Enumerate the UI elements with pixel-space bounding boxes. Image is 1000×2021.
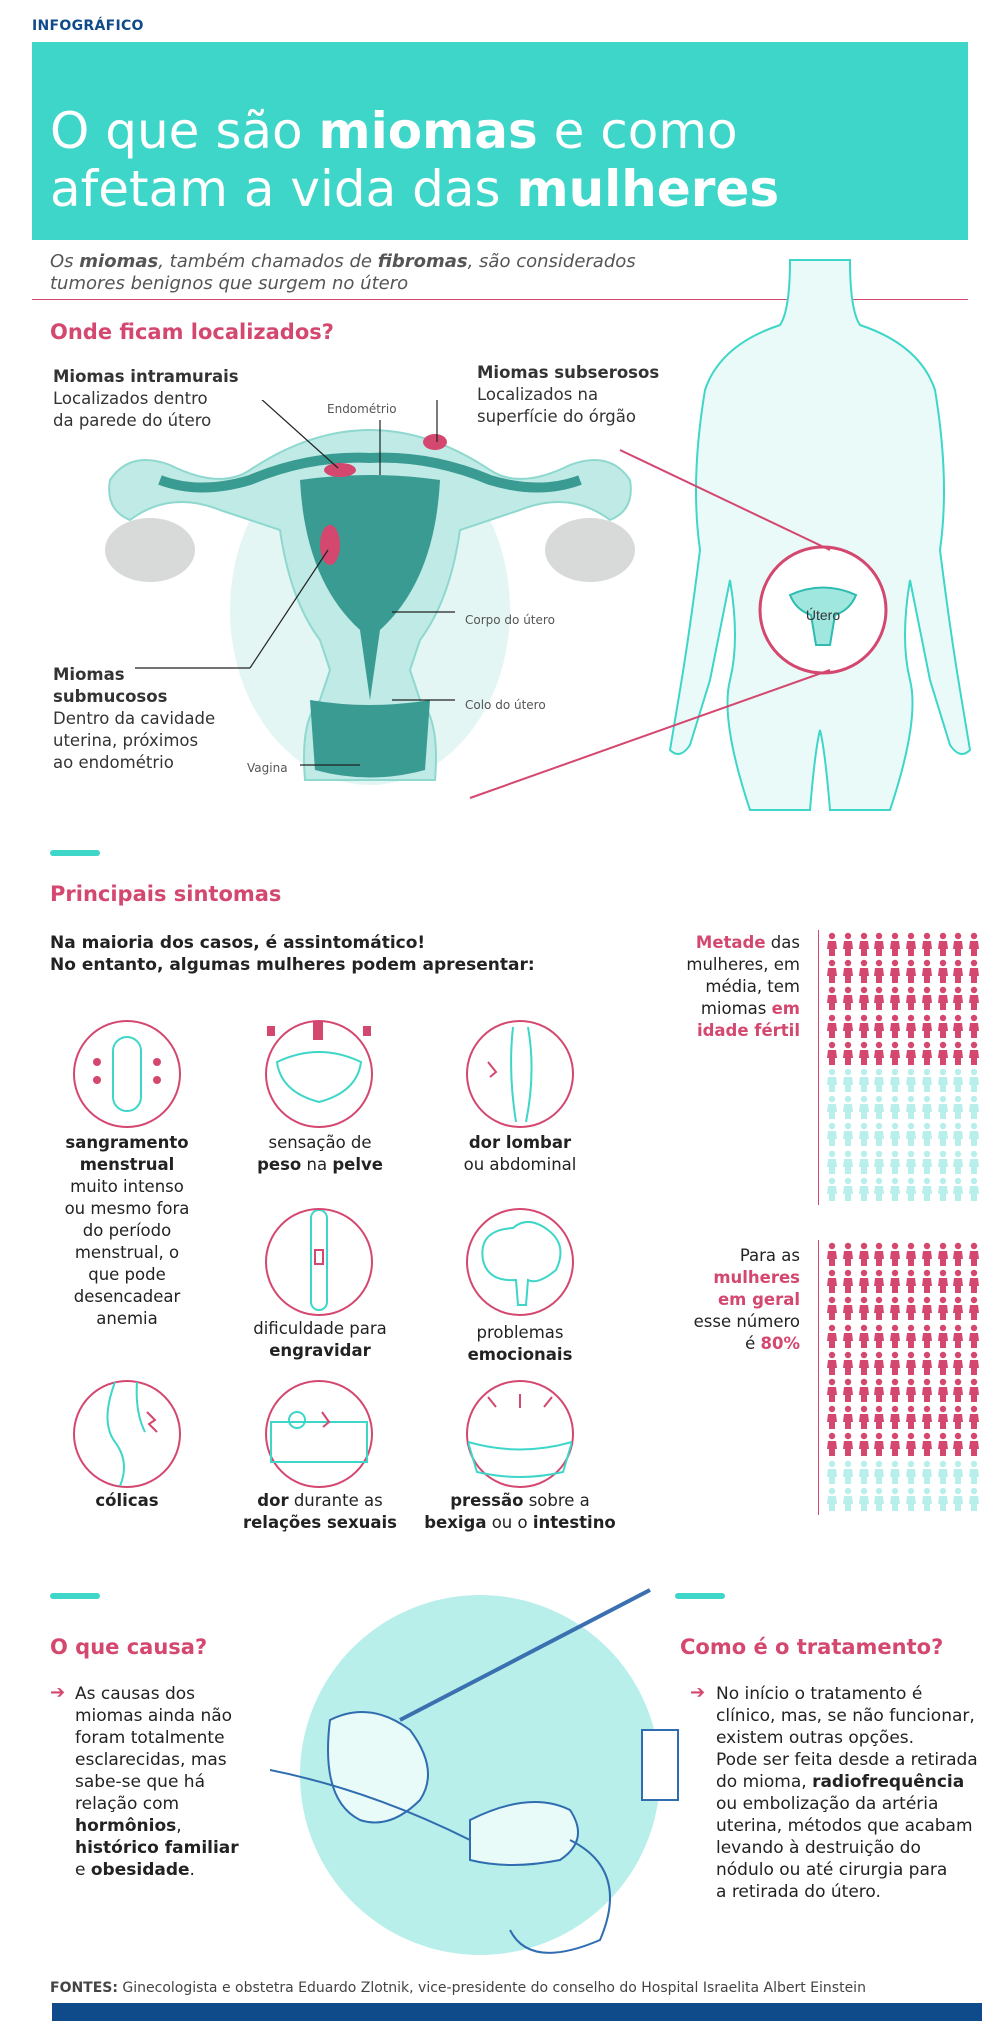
back-pain-icon: [466, 1020, 574, 1128]
person-icon-filled: [905, 932, 917, 956]
person-icon-empty: [968, 1460, 980, 1484]
person-icon-filled: [937, 1041, 949, 1065]
stat-metade: Metade das mulheres, em média, tem miomas em idade fértil: [686, 933, 800, 1040]
person-icon-filled: [873, 1432, 885, 1456]
page-title: O que são miomas e como afetam a vida das mulheres: [50, 102, 780, 218]
arrow-icon: ➔: [690, 1682, 706, 1703]
person-icon-empty: [968, 1068, 980, 1092]
person-icon-empty: [858, 1095, 870, 1119]
person-icon-empty: [889, 1068, 901, 1092]
arrow-icon: ➔: [50, 1682, 66, 1703]
person-icon-filled: [826, 1378, 838, 1402]
person-icon-filled: [842, 1378, 854, 1402]
person-icon-filled: [873, 1014, 885, 1038]
person-icon-filled: [889, 1269, 901, 1293]
person-icon-filled: [842, 1041, 854, 1065]
person-icon-filled: [889, 1432, 901, 1456]
person-icon-filled: [826, 1269, 838, 1293]
person-icon-empty: [921, 1122, 933, 1146]
person-icon-filled: [858, 1296, 870, 1320]
stat-divider: [818, 930, 819, 1205]
person-icon-empty: [826, 1095, 838, 1119]
person-icon-filled: [858, 1432, 870, 1456]
person-icon-filled: [921, 1014, 933, 1038]
person-icon-filled: [889, 932, 901, 956]
person-icon-filled: [905, 1351, 917, 1375]
person-icon-empty: [889, 1487, 901, 1511]
intramurais-callout: Miomas intramurais Localizados dentro da parede do útero: [53, 367, 239, 430]
person-icon-empty: [889, 1095, 901, 1119]
person-icon-empty: [858, 1177, 870, 1201]
person-icon-empty: [905, 1122, 917, 1146]
person-icon-empty: [937, 1068, 949, 1092]
person-icon-empty: [858, 1150, 870, 1174]
person-icon-filled: [889, 1041, 901, 1065]
person-icon-filled: [921, 1041, 933, 1065]
person-icon-empty: [905, 1460, 917, 1484]
vagina-label: Vagina: [247, 761, 288, 775]
person-icon-empty: [826, 1487, 838, 1511]
person-icon-empty: [858, 1068, 870, 1092]
person-icon-filled: [842, 1014, 854, 1038]
person-icon-empty: [921, 1095, 933, 1119]
person-icon-filled: [842, 986, 854, 1010]
person-icon-filled: [873, 932, 885, 956]
endometrio-label: Endométrio: [327, 402, 397, 416]
person-icon-filled: [952, 932, 964, 956]
person-icon-filled: [968, 1296, 980, 1320]
person-icon-empty: [937, 1095, 949, 1119]
person-icon-filled: [937, 1351, 949, 1375]
person-icon-filled: [826, 959, 838, 983]
treatment-text: No início o tratamento é clínico, mas, se não funcionar, existem outras opções. Pode ser feita desde a retirada do mioma, radiofrequência ou embolização da artéria uterina, métodos que acabam levando à destruição do nódulo ou até cirurgia para a retirada do útero.: [716, 1684, 978, 1902]
person-icon-filled: [952, 1378, 964, 1402]
person-icon-empty: [968, 1487, 980, 1511]
person-icon-filled: [889, 1324, 901, 1348]
person-icon-filled: [905, 959, 917, 983]
people-grid-geral: [826, 1242, 984, 1514]
person-icon-filled: [968, 986, 980, 1010]
section-accent: [50, 1593, 100, 1599]
person-icon-empty: [905, 1487, 917, 1511]
person-icon-filled: [873, 1269, 885, 1293]
person-icon-filled: [968, 1324, 980, 1348]
person-icon-empty: [873, 1487, 885, 1511]
corpo-label: Corpo do útero: [465, 613, 555, 627]
person-icon-filled: [905, 1269, 917, 1293]
person-icon-empty: [921, 1177, 933, 1201]
person-icon-filled: [858, 1351, 870, 1375]
stat-geral: Para as mulheres em geral esse número é 80%: [693, 1246, 800, 1353]
cause-heading: O que causa?: [50, 1635, 208, 1659]
person-icon-filled: [921, 1242, 933, 1266]
subserosos-callout: Miomas subserosos Localizados na superfície do órgão: [477, 363, 660, 426]
person-icon-filled: [842, 1324, 854, 1348]
treatment-illustration: [270, 1570, 690, 1960]
person-icon-filled: [826, 1405, 838, 1429]
symptom-dor-relacoes: dor durante as relações sexuais: [242, 1491, 397, 1532]
infographic-tag: INFOGRÁFICO: [32, 18, 144, 34]
person-icon-empty: [858, 1460, 870, 1484]
person-icon-filled: [921, 959, 933, 983]
person-icon-filled: [905, 1014, 917, 1038]
person-icon-filled: [952, 1041, 964, 1065]
person-icon-empty: [952, 1487, 964, 1511]
person-icon-filled: [905, 986, 917, 1010]
person-icon-filled: [842, 932, 854, 956]
person-icon-empty: [826, 1460, 838, 1484]
person-icon-filled: [921, 1405, 933, 1429]
person-icon-empty: [952, 1460, 964, 1484]
intro-text: Os miomas, também chamados de fibromas, são considerados tumores benignos que surgem no útero: [50, 251, 636, 294]
person-icon-filled: [921, 1351, 933, 1375]
person-icon-filled: [952, 1242, 964, 1266]
person-icon-filled: [937, 959, 949, 983]
person-icon-empty: [889, 1150, 901, 1174]
person-icon-filled: [858, 1041, 870, 1065]
symptom-peso-pelve: sensação de peso na pelve: [257, 1133, 383, 1174]
person-icon-filled: [873, 1351, 885, 1375]
person-icon-empty: [826, 1150, 838, 1174]
person-icon-filled: [858, 1324, 870, 1348]
person-icon-filled: [905, 1296, 917, 1320]
person-icon-filled: [889, 1014, 901, 1038]
person-icon-empty: [921, 1460, 933, 1484]
person-icon-empty: [952, 1068, 964, 1092]
section-accent: [50, 850, 100, 856]
person-icon-empty: [921, 1487, 933, 1511]
person-icon-filled: [858, 959, 870, 983]
person-icon-filled: [905, 1432, 917, 1456]
person-icon-empty: [905, 1095, 917, 1119]
person-icon-filled: [873, 959, 885, 983]
person-icon-filled: [952, 1324, 964, 1348]
symptom-pressao: pressão sobre a bexiga ou o intestino: [424, 1491, 616, 1532]
person-icon-empty: [842, 1177, 854, 1201]
person-icon-filled: [873, 986, 885, 1010]
person-icon-filled: [952, 986, 964, 1010]
person-icon-empty: [889, 1177, 901, 1201]
person-icon-filled: [905, 1405, 917, 1429]
person-icon-filled: [826, 1041, 838, 1065]
person-icon-empty: [842, 1460, 854, 1484]
cramps-icon: [73, 1380, 181, 1488]
person-icon-filled: [968, 1405, 980, 1429]
person-icon-filled: [937, 1378, 949, 1402]
person-icon-filled: [937, 1296, 949, 1320]
location-heading: Onde ficam localizados?: [50, 320, 334, 344]
person-icon-empty: [968, 1122, 980, 1146]
person-icon-filled: [968, 1041, 980, 1065]
person-icon-filled: [937, 986, 949, 1010]
person-icon-filled: [952, 959, 964, 983]
person-icon-filled: [889, 1351, 901, 1375]
person-icon-filled: [968, 1378, 980, 1402]
pregnancy-test-icon: [265, 1208, 373, 1316]
person-icon-filled: [873, 1378, 885, 1402]
person-icon-filled: [952, 1014, 964, 1038]
person-icon-filled: [905, 1378, 917, 1402]
person-icon-filled: [921, 986, 933, 1010]
submucosos-callout: Miomas submucosos Dentro da cavidade uterina, próximos ao endométrio: [53, 665, 216, 772]
person-icon-filled: [858, 1269, 870, 1293]
person-icon-filled: [952, 1296, 964, 1320]
person-icon-empty: [873, 1177, 885, 1201]
person-icon-filled: [937, 1405, 949, 1429]
person-icon-filled: [826, 1014, 838, 1038]
person-icon-empty: [952, 1122, 964, 1146]
person-icon-filled: [842, 1351, 854, 1375]
person-icon-empty: [968, 1177, 980, 1201]
pelvis-icon: [265, 1020, 373, 1128]
footer-bar: [52, 2003, 982, 2021]
person-icon-filled: [937, 932, 949, 956]
person-icon-empty: [873, 1095, 885, 1119]
person-icon-empty: [873, 1122, 885, 1146]
person-icon-empty: [842, 1150, 854, 1174]
person-icon-empty: [937, 1177, 949, 1201]
person-icon-filled: [968, 1242, 980, 1266]
person-icon-filled: [858, 986, 870, 1010]
person-icon-filled: [826, 1432, 838, 1456]
person-icon-filled: [905, 1242, 917, 1266]
person-icon-filled: [905, 1041, 917, 1065]
colo-label: Colo do útero: [465, 698, 546, 712]
person-icon-empty: [858, 1487, 870, 1511]
person-icon-filled: [937, 1324, 949, 1348]
person-icon-filled: [952, 1351, 964, 1375]
person-icon-filled: [889, 1242, 901, 1266]
utero-label: Útero: [805, 607, 841, 623]
pressure-icon: [466, 1380, 574, 1488]
person-icon-filled: [842, 1432, 854, 1456]
person-icon-empty: [937, 1487, 949, 1511]
person-icon-empty: [873, 1068, 885, 1092]
person-icon-empty: [921, 1150, 933, 1174]
person-icon-filled: [842, 959, 854, 983]
person-icon-empty: [842, 1068, 854, 1092]
person-icon-filled: [937, 1432, 949, 1456]
person-icon-empty: [889, 1122, 901, 1146]
person-icon-filled: [937, 1014, 949, 1038]
person-icon-filled: [889, 1296, 901, 1320]
person-icon-empty: [905, 1177, 917, 1201]
person-icon-filled: [826, 1324, 838, 1348]
symptom-dor-lombar: dor lombar ou abdominal: [463, 1133, 577, 1174]
symptom-engravidar: dificuldade para engravidar: [253, 1319, 387, 1360]
person-icon-filled: [921, 1296, 933, 1320]
person-icon-filled: [937, 1269, 949, 1293]
person-icon-filled: [968, 1269, 980, 1293]
person-icon-empty: [889, 1460, 901, 1484]
person-icon-filled: [873, 1405, 885, 1429]
person-icon-filled: [826, 1351, 838, 1375]
person-icon-filled: [873, 1324, 885, 1348]
person-icon-filled: [842, 1296, 854, 1320]
symptom-emocionais: problemas emocionais: [467, 1323, 573, 1364]
person-icon-empty: [873, 1460, 885, 1484]
person-icon-filled: [921, 932, 933, 956]
person-icon-empty: [937, 1460, 949, 1484]
symptoms-heading: Principais sintomas: [50, 882, 282, 906]
person-icon-filled: [968, 1014, 980, 1038]
person-icon-filled: [858, 1405, 870, 1429]
person-icon-filled: [858, 1014, 870, 1038]
person-icon-empty: [968, 1095, 980, 1119]
person-icon-filled: [921, 1432, 933, 1456]
person-icon-empty: [826, 1068, 838, 1092]
person-icon-empty: [826, 1122, 838, 1146]
person-icon-filled: [968, 1432, 980, 1456]
person-icon-filled: [826, 932, 838, 956]
person-icon-empty: [952, 1177, 964, 1201]
person-icon-filled: [889, 1405, 901, 1429]
person-icon-filled: [968, 1351, 980, 1375]
person-icon-filled: [889, 986, 901, 1010]
symptoms-lead: Na maioria dos casos, é assintomático! No entanto, algumas mulheres podem apresentar:: [50, 933, 535, 975]
person-icon-filled: [952, 1432, 964, 1456]
title-banner: [32, 42, 968, 240]
person-icon-filled: [889, 959, 901, 983]
person-icon-empty: [842, 1122, 854, 1146]
person-icon-filled: [921, 1269, 933, 1293]
person-icon-filled: [952, 1269, 964, 1293]
person-icon-empty: [952, 1150, 964, 1174]
stat-divider: [818, 1240, 819, 1515]
treatment-heading: Como é o tratamento?: [680, 1635, 944, 1659]
person-icon-filled: [826, 986, 838, 1010]
symptom-colicas: cólicas: [95, 1491, 159, 1510]
person-icon-empty: [826, 1177, 838, 1201]
people-grid-metade: [826, 932, 984, 1204]
person-icon-filled: [968, 959, 980, 983]
person-icon-filled: [826, 1296, 838, 1320]
person-icon-filled: [937, 1242, 949, 1266]
person-icon-filled: [842, 1269, 854, 1293]
person-icon-empty: [952, 1095, 964, 1119]
couple-icon: [265, 1380, 373, 1488]
sources-footer: FONTES: Ginecologista e obstetra Eduardo Zlotnik, vice-presidente do conselho do Hospital Israelita Albert Einstein: [50, 1980, 866, 1996]
person-icon-empty: [937, 1150, 949, 1174]
cause-text: As causas dos miomas ainda não foram totalmente esclarecidas, mas sabe-se que há relação com hormônios, histórico familiar e obesidade.: [75, 1684, 239, 1880]
person-icon-filled: [905, 1324, 917, 1348]
person-icon-empty: [905, 1150, 917, 1174]
person-icon-filled: [873, 1242, 885, 1266]
person-icon-empty: [842, 1487, 854, 1511]
pad-icon: [73, 1020, 181, 1128]
person-icon-empty: [905, 1068, 917, 1092]
brain-icon: [466, 1208, 574, 1316]
person-icon-filled: [921, 1324, 933, 1348]
person-icon-empty: [842, 1095, 854, 1119]
person-icon-filled: [921, 1378, 933, 1402]
person-icon-empty: [968, 1150, 980, 1174]
person-icon-filled: [858, 932, 870, 956]
symptom-sangramento: sangramento menstrual muito intenso ou mesmo fora do período menstrual, o que pode desencadear anemia: [64, 1133, 190, 1328]
person-icon-empty: [937, 1122, 949, 1146]
person-icon-filled: [952, 1405, 964, 1429]
person-icon-filled: [858, 1378, 870, 1402]
person-icon-empty: [921, 1068, 933, 1092]
person-icon-filled: [873, 1296, 885, 1320]
person-icon-filled: [873, 1041, 885, 1065]
person-icon-filled: [842, 1405, 854, 1429]
person-icon-filled: [889, 1378, 901, 1402]
person-icon-empty: [873, 1150, 885, 1174]
person-icon-empty: [858, 1122, 870, 1146]
person-icon-filled: [826, 1242, 838, 1266]
person-icon-filled: [968, 932, 980, 956]
person-icon-filled: [842, 1242, 854, 1266]
person-icon-filled: [858, 1242, 870, 1266]
